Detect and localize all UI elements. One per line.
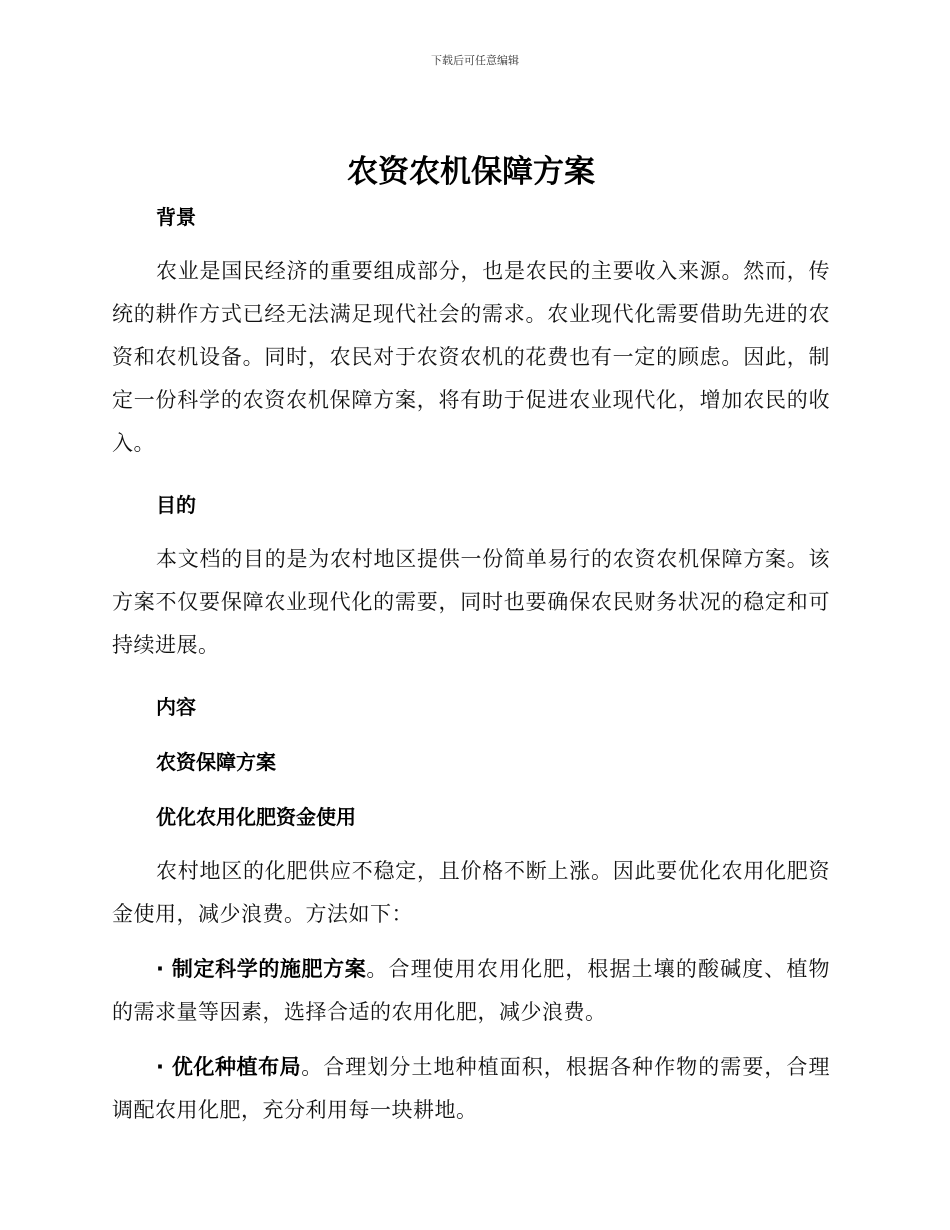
paragraph-purpose: 本文档的目的是为农村地区提供一份简单易行的农资农机保障方案。该方案不仅要保障农业现代化的需要，同时也要确保农民财务状况的稳定和可持续进展。 xyxy=(112,547,830,657)
heading-background: 背景 xyxy=(156,205,196,229)
document-content xyxy=(112,148,830,1132)
bullet-item-2-label: · 优化种植布局 xyxy=(156,1055,302,1079)
heading-subsection: 农资保障方案 xyxy=(156,750,276,774)
document-title: 农资农机保障方案 xyxy=(347,154,595,190)
heading-purpose: 目的 xyxy=(156,493,196,517)
bullet-item-2-text: 。合理划分土地种植面积，根据各种作物的需要，合理调配农用化肥，充分利用每一块耕地。 xyxy=(112,1055,830,1122)
bullet-item-2 xyxy=(112,1046,830,1132)
heading-content: 内容 xyxy=(156,695,196,719)
paragraph-fertilizer: 农村地区的化肥供应不稳定，且价格不断上涨。因此要优化农用化肥资金使用，减少浪费。方法如下： xyxy=(112,859,830,926)
bullet-item-1-text: 。合理使用农用化肥，根据土壤的酸碱度、植物的需求量等因素，选择合适的农用化肥，减少浪费。 xyxy=(112,957,830,1024)
header-note: 下载后可任意编辑 xyxy=(431,54,519,67)
heading-sub-subsection: 优化农用化肥资金使用 xyxy=(156,805,356,829)
bullet-item-1 xyxy=(112,948,830,1034)
bullet-item-1-label: · 制定科学的施肥方案 xyxy=(156,957,367,981)
paragraph-background: 农业是国民经济的重要组成部分，也是农民的主要收入来源。然而，传统的耕作方式已经无法满足现代社会的需求。农业现代化需要借助先进的农资和农机设备。同时，农民对于农资农机的花费也有一定的顾虑。因此，制定一份科学的农资农机保障方案，将有助于促进农业现代化，增加农民的收入。 xyxy=(112,259,830,455)
